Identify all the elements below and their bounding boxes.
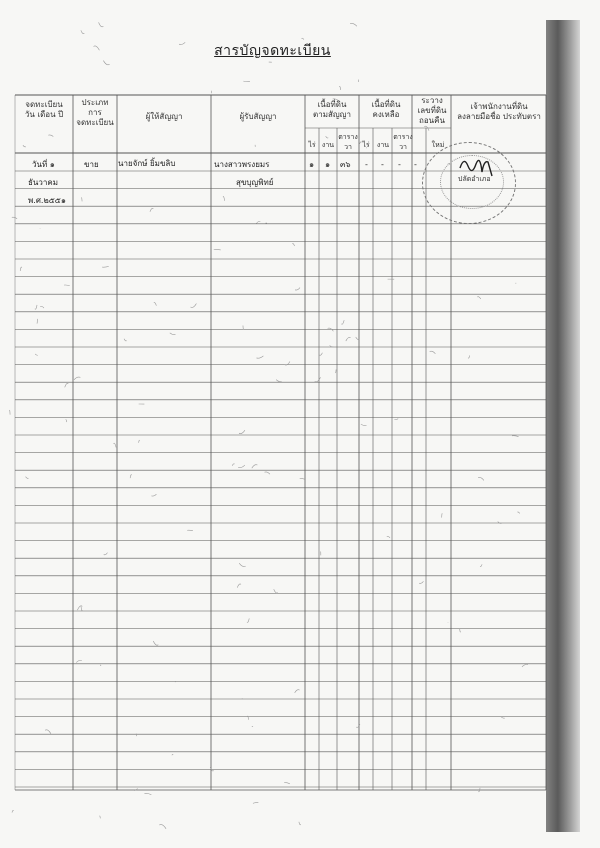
entry-receiver-line2: สุขบุญพิทย์: [236, 178, 274, 187]
entry-rem-rai: -: [365, 160, 368, 169]
subheader-wa: ตารางวา: [338, 133, 358, 151]
entry-receiver-line1: นางสาวพรงยมร: [214, 160, 270, 169]
entry-share-dash: -: [414, 160, 417, 169]
subheader-new: ใหม่: [431, 141, 445, 149]
entry-rem-ngan: -: [381, 160, 384, 169]
entry-rem-wa: -: [398, 160, 401, 169]
header-share: ระวาง เลขที่ดิน ถอนคืน: [417, 96, 447, 125]
header-date: จดทะเบียน วัน เดือน ปี: [24, 100, 64, 119]
header-type: ประเภท การ จดทะเบียน: [76, 98, 114, 127]
subheader-rai: ไร่: [308, 141, 316, 149]
header-giver: ผู้ให้สัญญา: [145, 112, 183, 121]
entry-date-year: พ.ศ.๒๕๕๑: [28, 196, 66, 205]
entry-wa: ๓๖: [340, 160, 351, 169]
entry-date-month: ธันวาคม: [28, 178, 58, 187]
officer-stamp-text: ปลัดอำเภอ: [458, 175, 491, 183]
header-land-contract: เนื้อที่ดิน ตามสัญญา: [313, 100, 351, 119]
subheader-rem-ngan: งาน: [376, 141, 390, 149]
header-land-remaining: เนื้อที่ดิน คงเหลือ: [371, 100, 401, 119]
entry-rai: ๑: [309, 160, 315, 169]
header-receiver: ผู้รับสัญญา: [239, 112, 277, 121]
entry-giver: นายจักษ์ ยิ้มขลิบ: [118, 159, 176, 168]
subheader-rem-rai: ไร่: [362, 141, 370, 149]
page-title: สารบัญจดทะเบียน: [214, 43, 331, 59]
entry-date-day: วันที่ ๑: [32, 160, 55, 169]
subheader-ngan: งาน: [321, 141, 335, 149]
entry-type: ขาย: [84, 160, 99, 169]
entry-ngan: ๑: [325, 160, 331, 169]
header-officer: เจ้าพนักงานที่ดิน ลงลายมือชื่อ ประทับตรา: [457, 102, 541, 121]
subheader-rem-wa: ตารางวา: [393, 133, 413, 151]
